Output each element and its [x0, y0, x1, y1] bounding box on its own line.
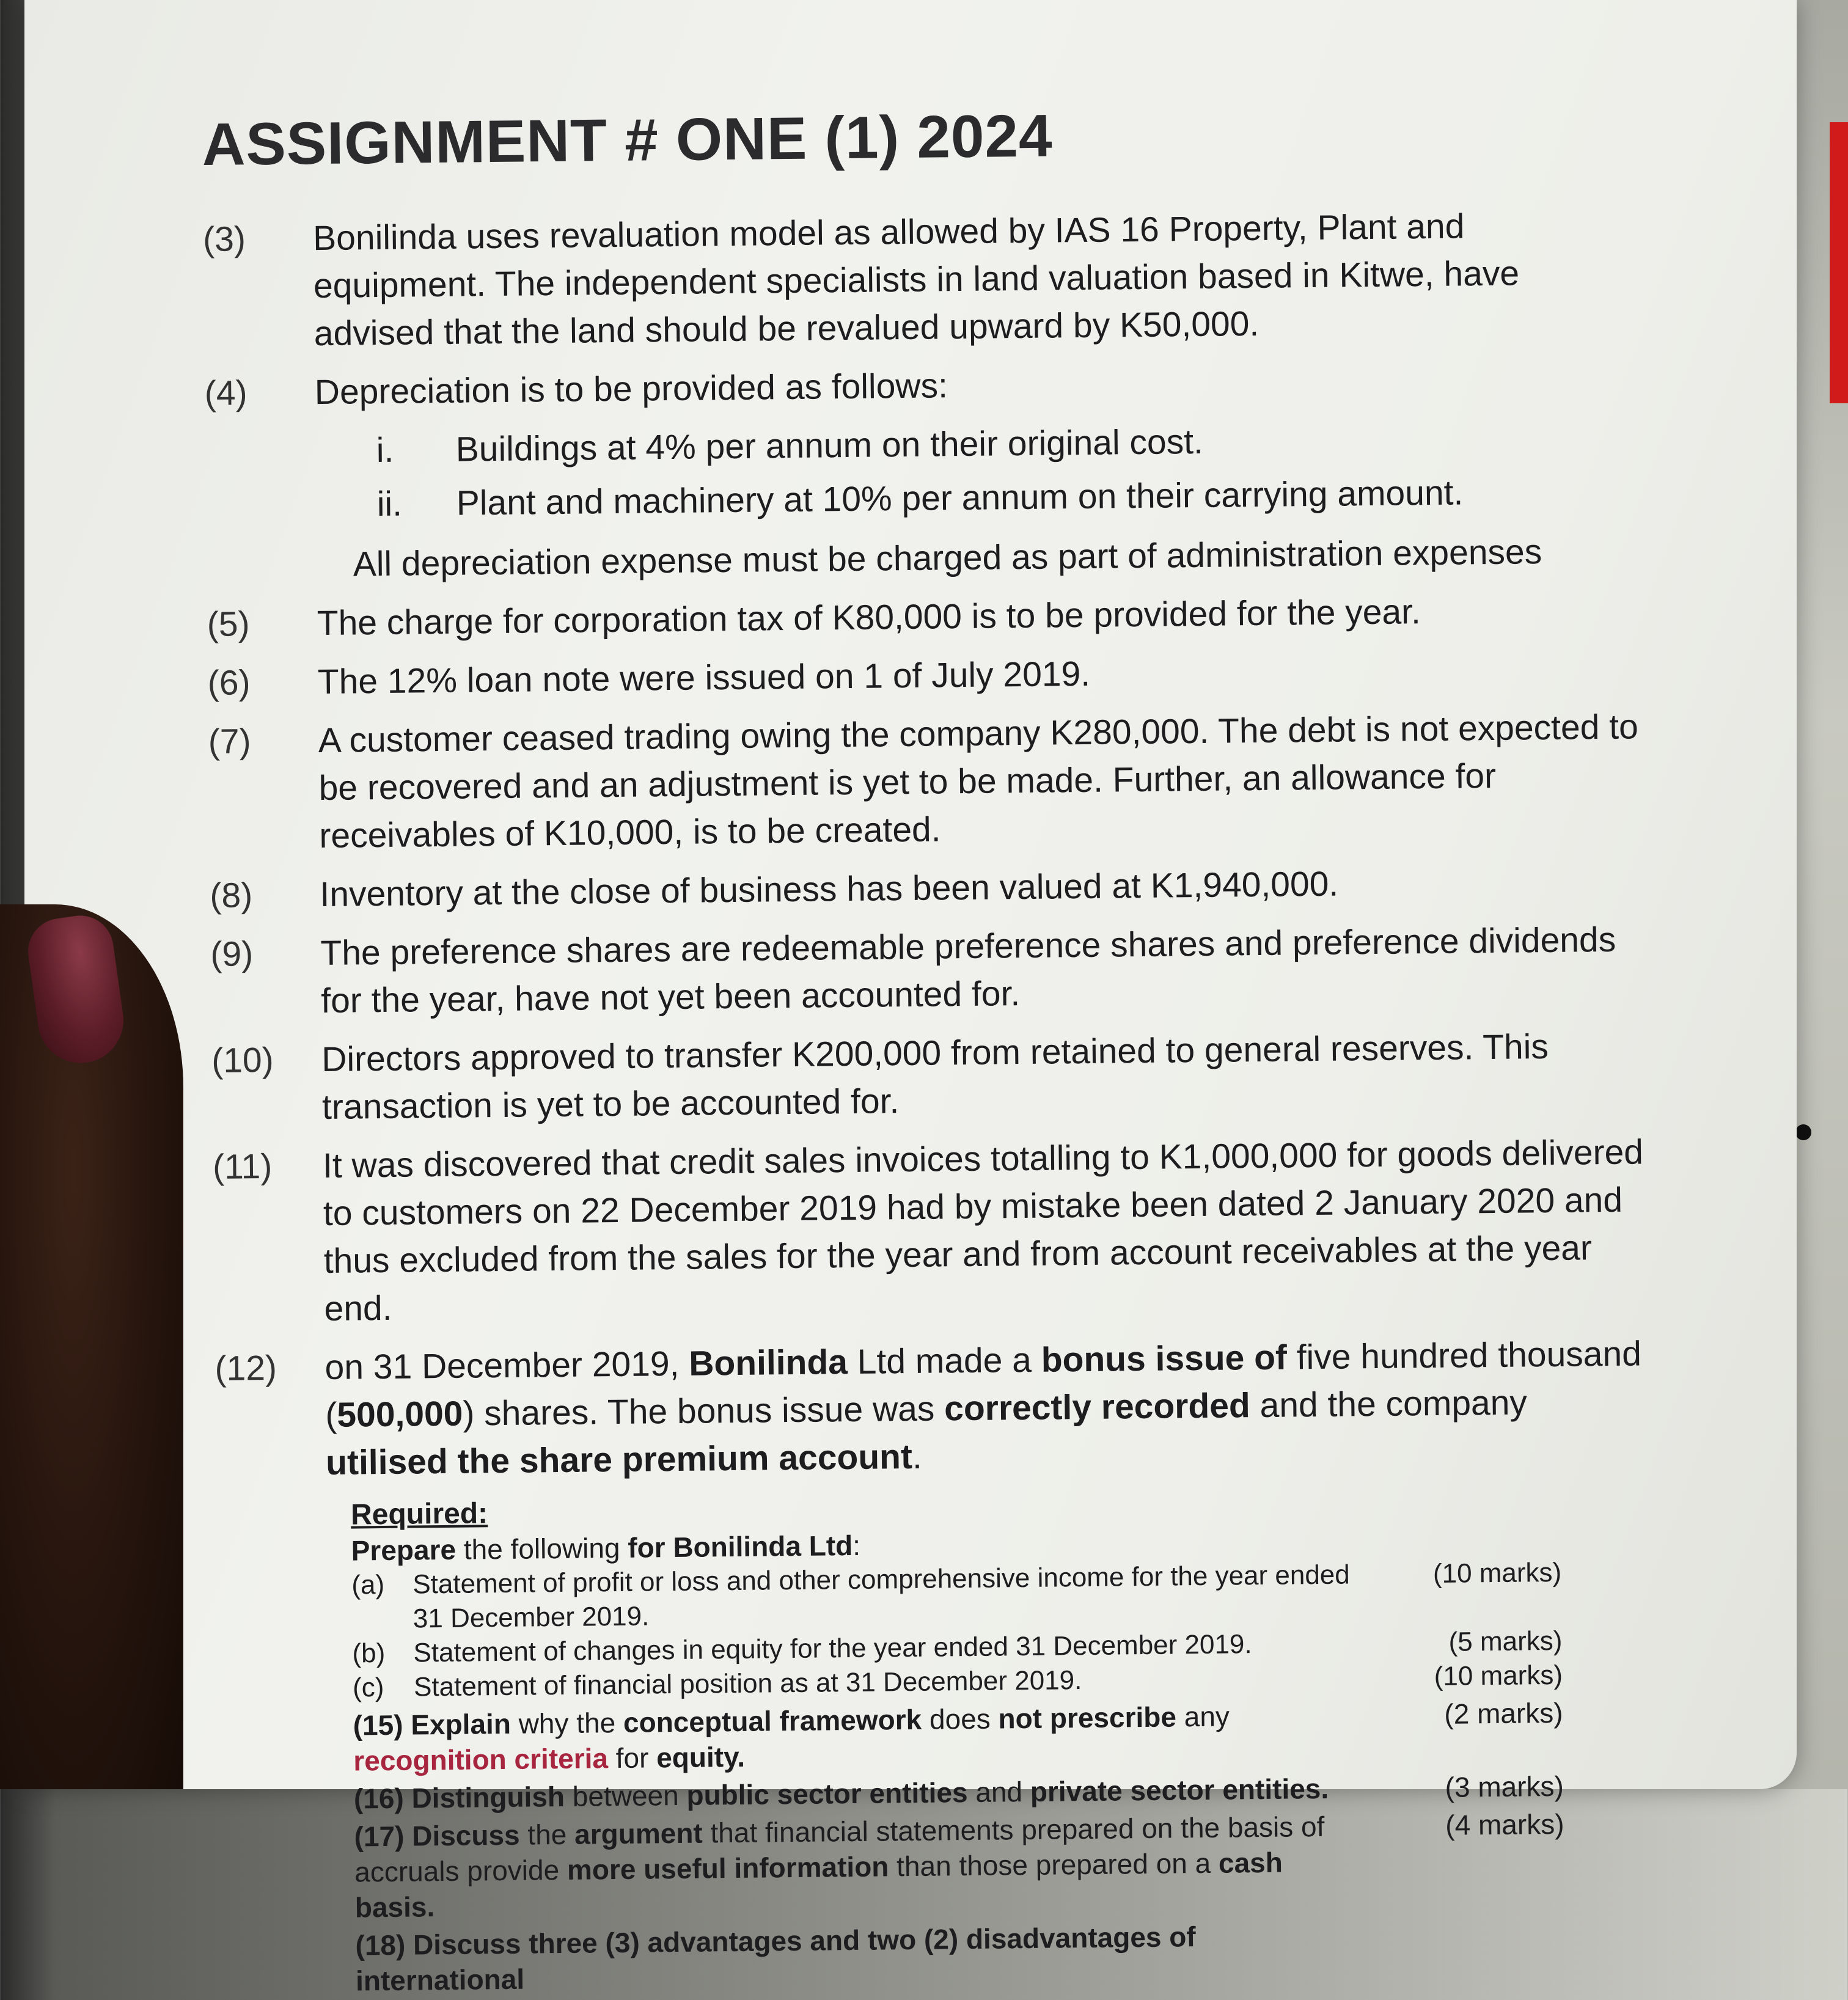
item-4: [204, 354, 1641, 417]
text-run-bold: (16) Distinguish: [353, 1780, 565, 1815]
text-run-bold: Bonilinda: [688, 1342, 848, 1383]
question-marks: (3 marks): [1445, 1770, 1564, 1803]
text-run-bold: (17) Discuss: [354, 1819, 520, 1853]
item-text: Directors approved to transfer K200,000 from retained to general reserves. This transaction is yet to be accounted for.: [321, 1027, 1549, 1127]
question-17: [354, 1805, 1657, 1925]
item-number: (7): [208, 722, 251, 761]
item-text: Bonilinda uses revaluation model as allowed by IAS 16 Property, Plant and equipment. The independent specialists in land valuation based in Kitwe, have advised that the land should be revalued upward by K50,000.: [312, 207, 1520, 354]
question-text: [354, 1808, 1370, 1925]
text-run: :: [852, 1529, 861, 1561]
text-run-bold: not prescribe: [998, 1701, 1177, 1735]
assignment-paper: [24, 0, 1797, 1997]
question-marks: (2 marks): [1444, 1696, 1563, 1730]
text-run: and the company: [1250, 1383, 1528, 1426]
part-number: (b): [352, 1638, 386, 1669]
item-number: (11): [212, 1146, 273, 1187]
part-text: Statement of financial position as at 31 December 2019.: [413, 1665, 1082, 1702]
item-9: [210, 915, 1648, 1026]
text-run: ) shares. The bonus issue was: [463, 1389, 945, 1434]
document-title: ASSIGNMENT # ONE (1) 2024: [202, 101, 1054, 178]
item-text: The preference shares are redeemable preference shares and preference dividends for the year, have not yet been accounted for.: [320, 920, 1616, 1021]
text-run-bold: Prepare: [351, 1533, 457, 1567]
text-run-bold: (15) Explain: [353, 1707, 512, 1742]
text-run: Ltd made a: [847, 1340, 1042, 1382]
red-object-edge: [1830, 122, 1848, 403]
part-a: [351, 1555, 1654, 1636]
item-7: [208, 703, 1645, 861]
item-8: [210, 857, 1646, 920]
text-run: between: [564, 1779, 687, 1812]
part-marks: (5 marks): [1448, 1625, 1563, 1657]
text-run: that financial statements prepared on the basis of accruals provide: [354, 1810, 1325, 1888]
item-number: (10): [211, 1040, 274, 1080]
item-6: [207, 644, 1644, 707]
question-18: [355, 1914, 1657, 1998]
text-run-bold: bonus issue of: [1041, 1338, 1288, 1380]
item-number: (12): [215, 1348, 277, 1388]
item-10: [211, 1022, 1649, 1132]
part-number: (c): [352, 1672, 384, 1703]
item-number: (6): [207, 663, 251, 703]
text-run: .: [912, 1437, 923, 1476]
item-text: It was discovered that credit sales invoices totalling to K1,000,000 for goods delivered to customers on 22 December 2019 had by mistake been dated 2 January 2020 and thus excluded from the sales for the year and from account receivables at the year end.: [322, 1132, 1644, 1329]
sub-item-text: Buildings at 4% per annum on their original cost.: [455, 422, 1204, 469]
text-run-bold: more useful information: [566, 1850, 889, 1886]
item-number: (5): [207, 604, 250, 644]
item-text: The charge for corporation tax of K80,000 is to be provided for the year.: [317, 592, 1421, 643]
item-3: [203, 200, 1640, 359]
text-run-bold: public sector entities: [686, 1776, 968, 1811]
text-run: does: [921, 1702, 999, 1735]
text-run: five hundred thousand (: [325, 1334, 1642, 1435]
text-run-bold: private sector entities.: [1030, 1772, 1329, 1808]
item-number: (8): [210, 876, 253, 915]
sub-item-text: Plant and machinery at 10% per annum on their carrying amount.: [456, 473, 1464, 523]
part-text: Statement of changes in equity for the year ended 31 December 2019.: [413, 1629, 1252, 1668]
item-number: (9): [210, 934, 254, 974]
question-15: [353, 1694, 1655, 1778]
part-number: (a): [351, 1570, 385, 1600]
text-run-bold: argument: [574, 1817, 703, 1850]
sub-item-number: i.: [376, 430, 394, 471]
item-text: Depreciation is to be provided as follows:: [314, 366, 948, 412]
item-12: [215, 1330, 1652, 1488]
part-marks: (10 marks): [1432, 1557, 1562, 1589]
depreciation-note: All depreciation expense must be charged as part of administration expenses: [353, 532, 1542, 584]
question-text: (18) Discuss three (3) advantages and two (2) disadvantages of international: [355, 1921, 1196, 1997]
item-text: The 12% loan note were issued on 1 of July 2019.: [317, 654, 1091, 702]
part-marks: (10 marks): [1434, 1660, 1563, 1692]
text-run-bold: utilised the share premium account: [325, 1437, 913, 1482]
question-marks: (4 marks): [1445, 1808, 1564, 1841]
text-run-bold: 500,000: [337, 1394, 463, 1435]
sub-item-number: ii.: [376, 484, 403, 524]
item-text: A customer ceased trading owing the company K280,000. The debt is not expected to be recovered and an adjustment is yet to be made. Further, an allowance for receivables of K10,000, is to be created.: [318, 707, 1639, 856]
text-run-bold: equity.: [656, 1740, 746, 1774]
part-text: Statement of profit or loss and other comprehensive income for the year ended 31 December 2019.: [413, 1559, 1350, 1634]
text-run: for: [607, 1742, 657, 1775]
document-content: [202, 95, 1657, 1999]
text-run: the: [519, 1818, 575, 1851]
black-dot: [1795, 1124, 1811, 1140]
text-run: the following: [455, 1531, 628, 1566]
text-run-bold: correctly recorded: [944, 1386, 1251, 1429]
text-run-bold: cash basis.: [354, 1846, 1283, 1924]
required-section: [351, 1484, 1653, 1568]
text-run: on 31 December 2019,: [324, 1344, 689, 1388]
sub-item-i: [376, 413, 1641, 474]
text-run: and: [967, 1775, 1031, 1809]
sub-item-ii: [376, 467, 1642, 528]
required-heading: Required:: [350, 1497, 488, 1531]
text-run-bold: for Bonilinda Ltd: [628, 1529, 853, 1564]
item-number: (3): [202, 219, 246, 259]
item-text: Inventory at the close of business has been valued at K1,940,000.: [320, 864, 1339, 915]
text-run: any: [1176, 1700, 1230, 1733]
item-5: [207, 585, 1643, 648]
text-run-bold: conceptual framework: [623, 1703, 922, 1738]
text-run: why the: [510, 1706, 624, 1740]
text-run: than those prepared on a: [889, 1847, 1219, 1883]
item-11: [213, 1128, 1651, 1334]
question-text: [353, 1697, 1368, 1778]
item-number: (4): [204, 373, 248, 413]
text-run-highlight: recognition criteria: [353, 1742, 609, 1777]
item-text: [324, 1330, 1652, 1487]
